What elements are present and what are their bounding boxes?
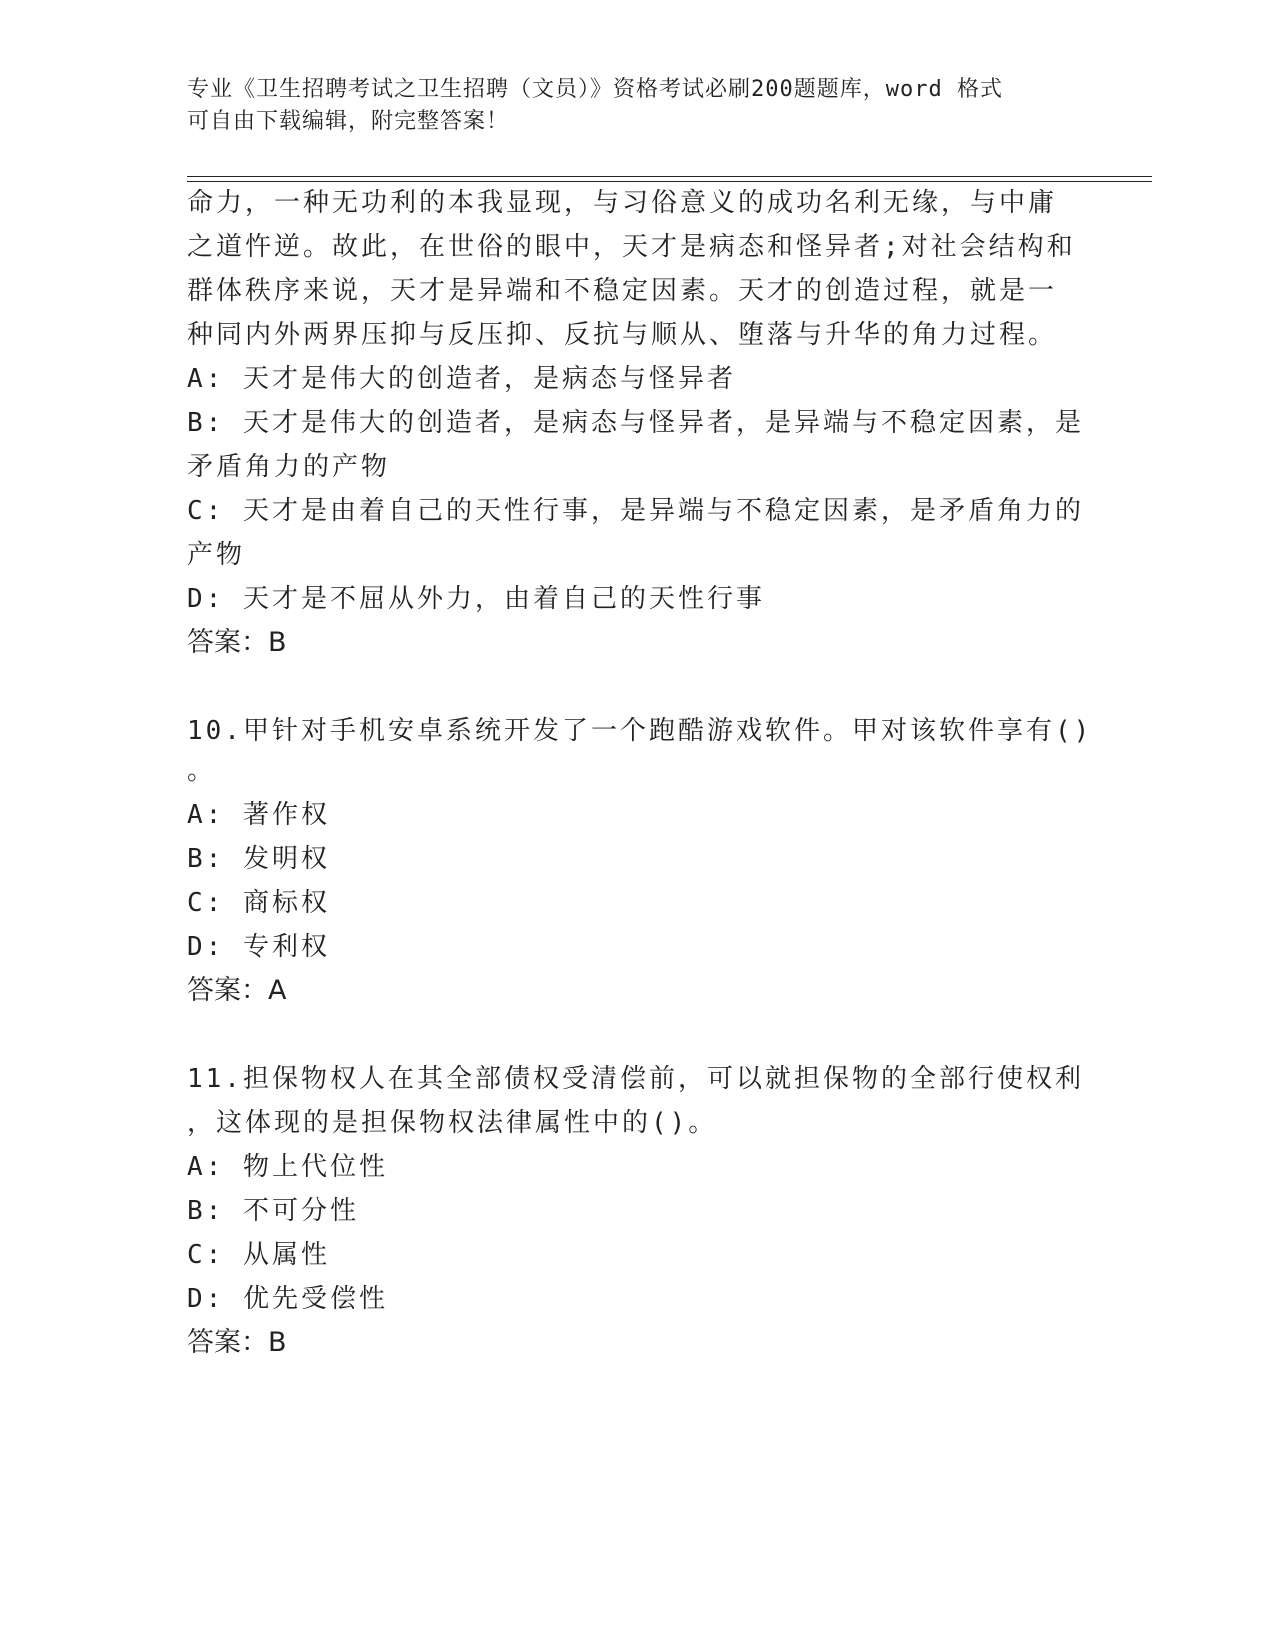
passage-line: 种同内外两界压抑与反压抑、反抗与顺从、堕落与升华的角力过程。 xyxy=(187,320,1058,350)
q10-option-a: A: 著作权 xyxy=(187,800,330,830)
q9-option-d: D: 天才是不屈从外力，由着自己的天性行事 xyxy=(187,584,765,614)
q11-option-b: B: 不可分性 xyxy=(187,1196,359,1226)
q9-option-c: C: 天才是由着自己的天性行事，是异端与不稳定因素，是矛盾角力的 xyxy=(187,496,1084,526)
header-rule-top xyxy=(187,176,1152,177)
passage-line: 之道忤逆。故此，在世俗的眼中，天才是病态和怪异者;对社会结构和 xyxy=(187,232,1076,262)
q11-option-a: A: 物上代位性 xyxy=(187,1152,388,1182)
q11-stem: 11.担保物权人在其全部债权受清偿前，可以就担保物的全部行使权利 xyxy=(187,1064,1084,1094)
q10-option-d: D: 专利权 xyxy=(187,932,330,962)
header-line-1: 专业《卫生招聘考试之卫生招聘（文员）》资格考试必刷200题题库，word 格式 xyxy=(187,77,1003,102)
q11-option-d: D: 优先受偿性 xyxy=(187,1284,388,1314)
q11-stem-continued: ，这体现的是担保物权法律属性中的()。 xyxy=(187,1108,718,1138)
q10-option-c: C: 商标权 xyxy=(187,888,330,918)
document-header xyxy=(187,74,1067,138)
header-line-2: 可自由下载编辑，附完整答案！ xyxy=(187,109,510,134)
passage-line: 命力，一种无功利的本我显现，与习俗意义的成功名利无缘，与中庸 xyxy=(187,188,1058,218)
q10-answer: 答案：A xyxy=(187,975,287,1006)
header-rule-bottom xyxy=(187,181,1152,182)
q10-stem-continued: 。 xyxy=(187,756,217,786)
q9-answer: 答案：B xyxy=(187,627,287,658)
q9-option-b: B: 天才是伟大的创造者，是病态与怪异者，是异端与不稳定因素，是 xyxy=(187,408,1084,438)
q11-answer: 答案：B xyxy=(187,1327,287,1358)
q9-option-b-continued: 矛盾角力的产物 xyxy=(187,452,391,482)
q9-option-a: A: 天才是伟大的创造者，是病态与怪异者 xyxy=(187,364,736,394)
q10-stem: 10.甲针对手机安卓系统开发了一个跑酷游戏软件。甲对该软件享有() xyxy=(187,716,1093,746)
q10-option-b: B: 发明权 xyxy=(187,844,330,874)
q11-option-c: C: 从属性 xyxy=(187,1240,330,1270)
passage-line: 群体秩序来说，天才是异端和不稳定因素。天才的创造过程，就是一 xyxy=(187,276,1058,306)
q9-option-c-continued: 产物 xyxy=(187,540,246,570)
